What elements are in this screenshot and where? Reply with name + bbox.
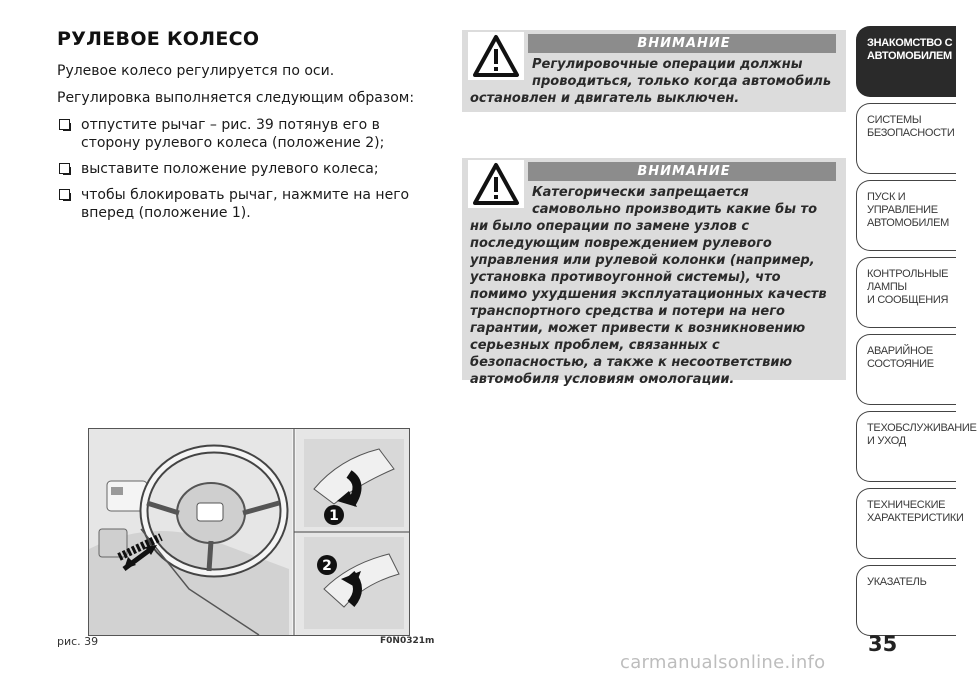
- tab-technical-specs[interactable]: ТЕХНИЧЕСКИЕ ХАРАКТЕРИСТИКИ: [856, 488, 956, 559]
- tab-starting-driving[interactable]: ПУСК И УПРАВЛЕНИЕ АВТОМОБИЛЕМ: [856, 180, 956, 251]
- list-item: [57, 116, 435, 152]
- tab-emergency[interactable]: АВАРИЙНОЕ СОСТОЯНИЕ: [856, 334, 956, 405]
- list-item-text: чтобы блокировать рычаг, нажмите на него вперед (положение 1).: [81, 187, 410, 221]
- warning-box: [462, 30, 846, 112]
- warning-triangle-icon: [468, 32, 524, 80]
- warning-text: Категорически запрещается самовольно производить какие бы то ни было операции по замене узлов с последующим повреждением рулевого управления или рулевой колонки (например, установка противоугонной системы), что помимо ухудшения эксплуатационных качеств транспортного средства и потери на него гарантии, может привести к возникновению серьезных проблем, связанных с безопасностью, а также к несоответствию автомобиля условиям омологации.: [470, 185, 827, 387]
- steering-wheel-illustration: [89, 429, 409, 635]
- tab-maintenance[interactable]: ТЕХОБСЛУЖИВАНИЕ И УХОД: [856, 411, 956, 482]
- page-number: 35: [868, 632, 898, 656]
- checkbox-bullet-icon: [59, 119, 70, 130]
- body-text: [57, 62, 435, 230]
- tab-warning-lights[interactable]: КОНТРОЛЬНЫЕ ЛАМПЫ И СООБЩЕНИЯ: [856, 257, 956, 328]
- checkbox-bullet-icon: [59, 163, 70, 174]
- callout-1: 1: [329, 508, 339, 524]
- list-item: [57, 186, 435, 222]
- warning-heading: ВНИМАНИЕ: [528, 34, 836, 53]
- callout-2: 2: [322, 558, 332, 574]
- warning-text: Регулировочные операции должны проводиться, только когда автомобиль остановлен и двигатель выключен.: [470, 57, 832, 106]
- figure-code: F0N0321m: [380, 636, 435, 646]
- figure-caption: рис. 39: [57, 635, 99, 648]
- list-item-text: отпустите рычаг – рис. 39 потянув его в сторону рулевого колеса (положение 2);: [81, 117, 385, 151]
- tab-znakomstvo[interactable]: ЗНАКОМСТВО С АВТОМОБИЛЕМ: [856, 26, 956, 97]
- checkbox-bullet-icon: [59, 189, 70, 200]
- page-title: РУЛЕВОЕ КОЛЕСО: [57, 28, 260, 50]
- warning-box: [462, 158, 846, 387]
- list-item: [57, 160, 435, 178]
- watermark: carmanualsonline.info: [620, 652, 826, 673]
- warning-heading: ВНИМАНИЕ: [528, 162, 836, 181]
- list-item-text: выставите положение рулевого колеса;: [81, 161, 379, 177]
- chapter-sidebar: [856, 26, 977, 656]
- steering-wheel-figure: [88, 428, 410, 636]
- tab-safety-systems[interactable]: СИСТЕМЫ БЕЗОПАСНОСТИ: [856, 103, 956, 174]
- procedure-intro: Регулировка выполняется следующим образом:: [57, 90, 415, 106]
- warning-triangle-icon: [468, 160, 524, 208]
- intro-paragraph: Рулевое колесо регулируется по оси.: [57, 63, 335, 79]
- tab-index[interactable]: УКАЗАТЕЛЬ: [856, 565, 956, 636]
